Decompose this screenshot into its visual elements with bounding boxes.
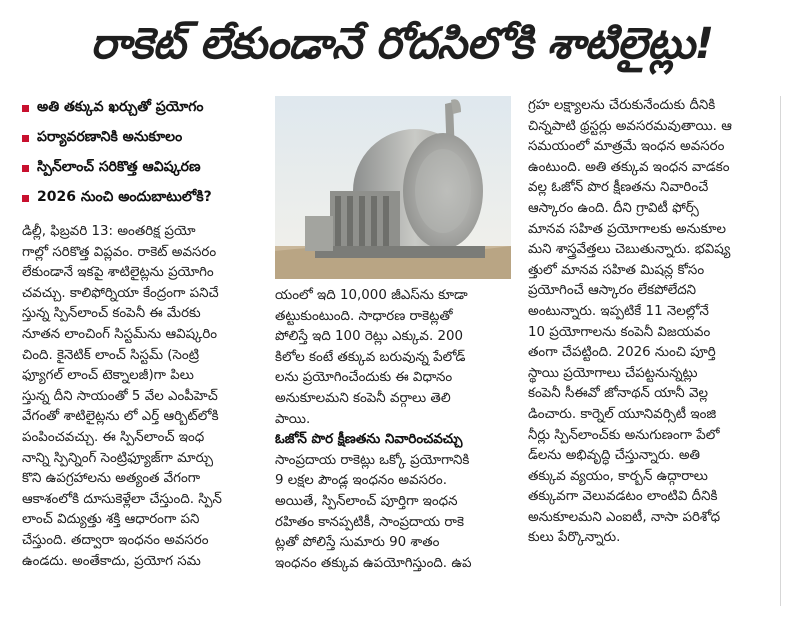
article-line: ఉండదు. అంతేకాదు, ప్రయోగ సమ xyxy=(22,553,201,569)
red-square-bullet-icon xyxy=(22,195,29,202)
article-line: డ్‌లను అభివృద్ధి చేస్తున్నారు. అతి xyxy=(528,448,701,464)
article-column-3 xyxy=(528,96,768,549)
spinlaunch-launcher-image xyxy=(275,96,511,279)
article-line: అనుకూలమని ఎంఐటీ, నాసా పరిశోధ xyxy=(528,509,721,525)
article-line: యంలో ఇది 10,000 జీఎస్‌ను కూడా xyxy=(275,288,468,303)
article-line: ఆకాశంలోకి దూసుకెళ్లేలా చేస్తుంది. స్పిన్ xyxy=(22,491,222,507)
article-line: అనుకూలమని కంపెనీ వర్గాలు తెలి xyxy=(275,390,451,406)
article-line: ఆస్కారం ఉంది. దీని గ్రావిటీ ఫోర్స్ xyxy=(528,200,699,216)
article-line: సమయంలో మాత్రమే ఇంధన అవసరం xyxy=(528,139,725,155)
article-line: అంటున్నారు. ఇప్పటికే 11 నెలల్లోనే xyxy=(528,303,709,319)
article-line: నీర్లు స్పిన్‌లాంచ్‌కు అనుగుణంగా పేలో xyxy=(528,427,720,443)
article-line: చేస్తుంది. తద్వారా ఇంధనం అవసరం xyxy=(22,532,209,548)
article-line: పోలిస్తే ఇది 100 రెట్లు ఎక్కువ. 200 xyxy=(275,329,464,345)
article-line: స్థాయి ప్రయోగాలు చేపట్టనున్నట్లు xyxy=(528,365,698,381)
article-line: ఫ్యూగల్ లాంచ్ టెక్నాలజీ)గా పిలు xyxy=(22,368,194,384)
article-line: తంగా చేపట్టింది. 2026 నుంచి పూర్తి xyxy=(528,345,716,361)
headline: రాకెట్ లేకుండానే రోదసిలోకి శాటిలైట్లు! xyxy=(90,19,714,69)
article-line: తక్కువ వ్యయం, కార్బన్ ఉద్గారాలు xyxy=(528,468,708,484)
red-square-bullet-icon xyxy=(22,105,29,112)
key-point: 2026 నుంచి అందుబాటులోకి? xyxy=(22,186,266,210)
article-line: ఉంటుంది. అతి తక్కువ ఇంధన వాడకం xyxy=(528,159,730,175)
article-line: గాల్లో సరికొత్త విప్లవం. రాకెట్ అవసరం xyxy=(22,244,217,260)
article-line: స్తున్న దీని సాయంతో 5 వేల ఎంపీహెచ్ xyxy=(22,388,218,404)
article-column-2 xyxy=(275,286,511,574)
article-line: కులు పేర్కొన్నారు. xyxy=(528,530,621,546)
article-line: చింది. కైనెటిక్ లాంచ్ సిస్టమ్ (సెంట్రి xyxy=(22,347,200,363)
article-line: నూతన లాంచింగ్ సిస్టమ్‌ను ఆవిష్కరిం xyxy=(22,326,218,342)
article-column-1 xyxy=(22,222,266,572)
article-line: డిల్లీ, ఫిబ్రవరి 13: అంతరిక్ష ప్రయో xyxy=(22,224,196,239)
article-line: ట్లతో పోలిస్తే సుమారు 90 శాతం xyxy=(275,535,440,551)
article-line: లను ప్రయోగించేందుకు ఈ విధానం xyxy=(275,370,453,386)
column-divider xyxy=(780,96,781,606)
article-line: స్తున్న స్పిన్‌లాంచ్ కంపెనీ ఈ మేరకు xyxy=(22,306,201,322)
red-square-bullet-icon xyxy=(22,135,29,142)
key-points-list xyxy=(22,96,266,216)
article-line: ఇంధనం తక్కువ ఉపయోగిస్తుంది. ఉప xyxy=(275,555,472,571)
article-line: వేగంతో శాటిలైట్లను లో ఎర్త్ ఆర్బిట్‌లోకి xyxy=(22,409,219,425)
article-line: పాయి. xyxy=(275,411,311,427)
article-line: 9 లక్షల పౌండ్ల ఇంధనం అవసరం. xyxy=(275,473,447,489)
spinlaunch-photo xyxy=(275,96,511,279)
article-line: అయితే, స్పిన్‌లాంచ్ పూర్తిగా ఇంధన xyxy=(275,493,458,509)
article-line: రహితం కానప్పటికీ, సాంప్రదాయ రాకె xyxy=(275,514,465,530)
article-line: కొని ఉపగ్రహాలను అత్యంత వేగంగా xyxy=(22,471,201,487)
article-line: నాన్ని స్పిన్నింగ్ సెంట్రిఫ్యూజ్‌గా మార్చు xyxy=(22,450,214,466)
article-line: మానవ సహిత ప్రయోగాలకు అనుకూల xyxy=(528,221,727,237)
key-point: అతి తక్కువ ఖర్చుతో ప్రయోగం xyxy=(22,96,266,120)
article-line: చిన్నపాటి థ్రస్టర్లు అవసరమవుతాయి. ఆ xyxy=(528,118,732,134)
article-line: లాంచ్ విద్యుత్తు శక్తి ఆధారంగా పని xyxy=(22,512,200,528)
article-line: మని శాస్త్రవేత్తలు చెబుతున్నారు. భవిష్య xyxy=(528,242,731,258)
article-line: పంపించవచ్చు. ఈ స్పిన్‌లాంచ్ ఇంధ xyxy=(22,429,205,445)
article-line: డించారు. కార్నెల్ యూనివర్సిటీ ఇంజి xyxy=(528,406,717,422)
article-line: 10 ప్రయోగాలను కంపెనీ విజయవం xyxy=(528,324,711,340)
article-line: వల్ల ఓజోన్ పొర క్షీణతను నివారించే xyxy=(528,180,709,196)
article-line: గ్రహ లక్ష్యాలను చేరుకునేందుకు దీనికి xyxy=(528,98,716,113)
key-point: స్పిన్‌లాంచ్ సరికొత్త ఆవిష్కరణ xyxy=(22,156,266,180)
article-line: తట్టుకుంటుంది. సాధారణ రాకెట్లతో xyxy=(275,308,453,324)
article-line: కిలోల కంటే తక్కువ బరువున్న పేలోడ్ xyxy=(275,349,466,365)
article-line: చవచ్చు. కాలిఫోర్నియా కేంద్రంగా పనిచే xyxy=(22,285,219,301)
article-line: త్తులో మానవ సహిత మిషన్ల కోసం xyxy=(528,262,705,278)
key-point: పర్యావరణానికి అనుకూలం xyxy=(22,126,266,150)
article-line: కంపెనీ సీఈవో జోనాథన్ యానీ వెల్ల xyxy=(528,386,708,402)
article-line: సాంప్రదాయ రాకెట్లు ఒక్కో ప్రయోగానికి xyxy=(275,452,470,468)
section-subheading: ఓజోన్ పొర క్షీణతను నివారించవచ్చు xyxy=(275,432,463,448)
red-square-bullet-icon xyxy=(22,165,29,172)
article-line: లేకుండానే ఇకపై శాటిలైట్లను ప్రయోగిం xyxy=(22,265,214,281)
article-line: ప్రయోగించే ఆస్కారం లేకపోలేదని xyxy=(528,283,697,299)
article-line: తక్కువగా వెలువడటం లాంటివి దీనికి xyxy=(528,489,718,505)
